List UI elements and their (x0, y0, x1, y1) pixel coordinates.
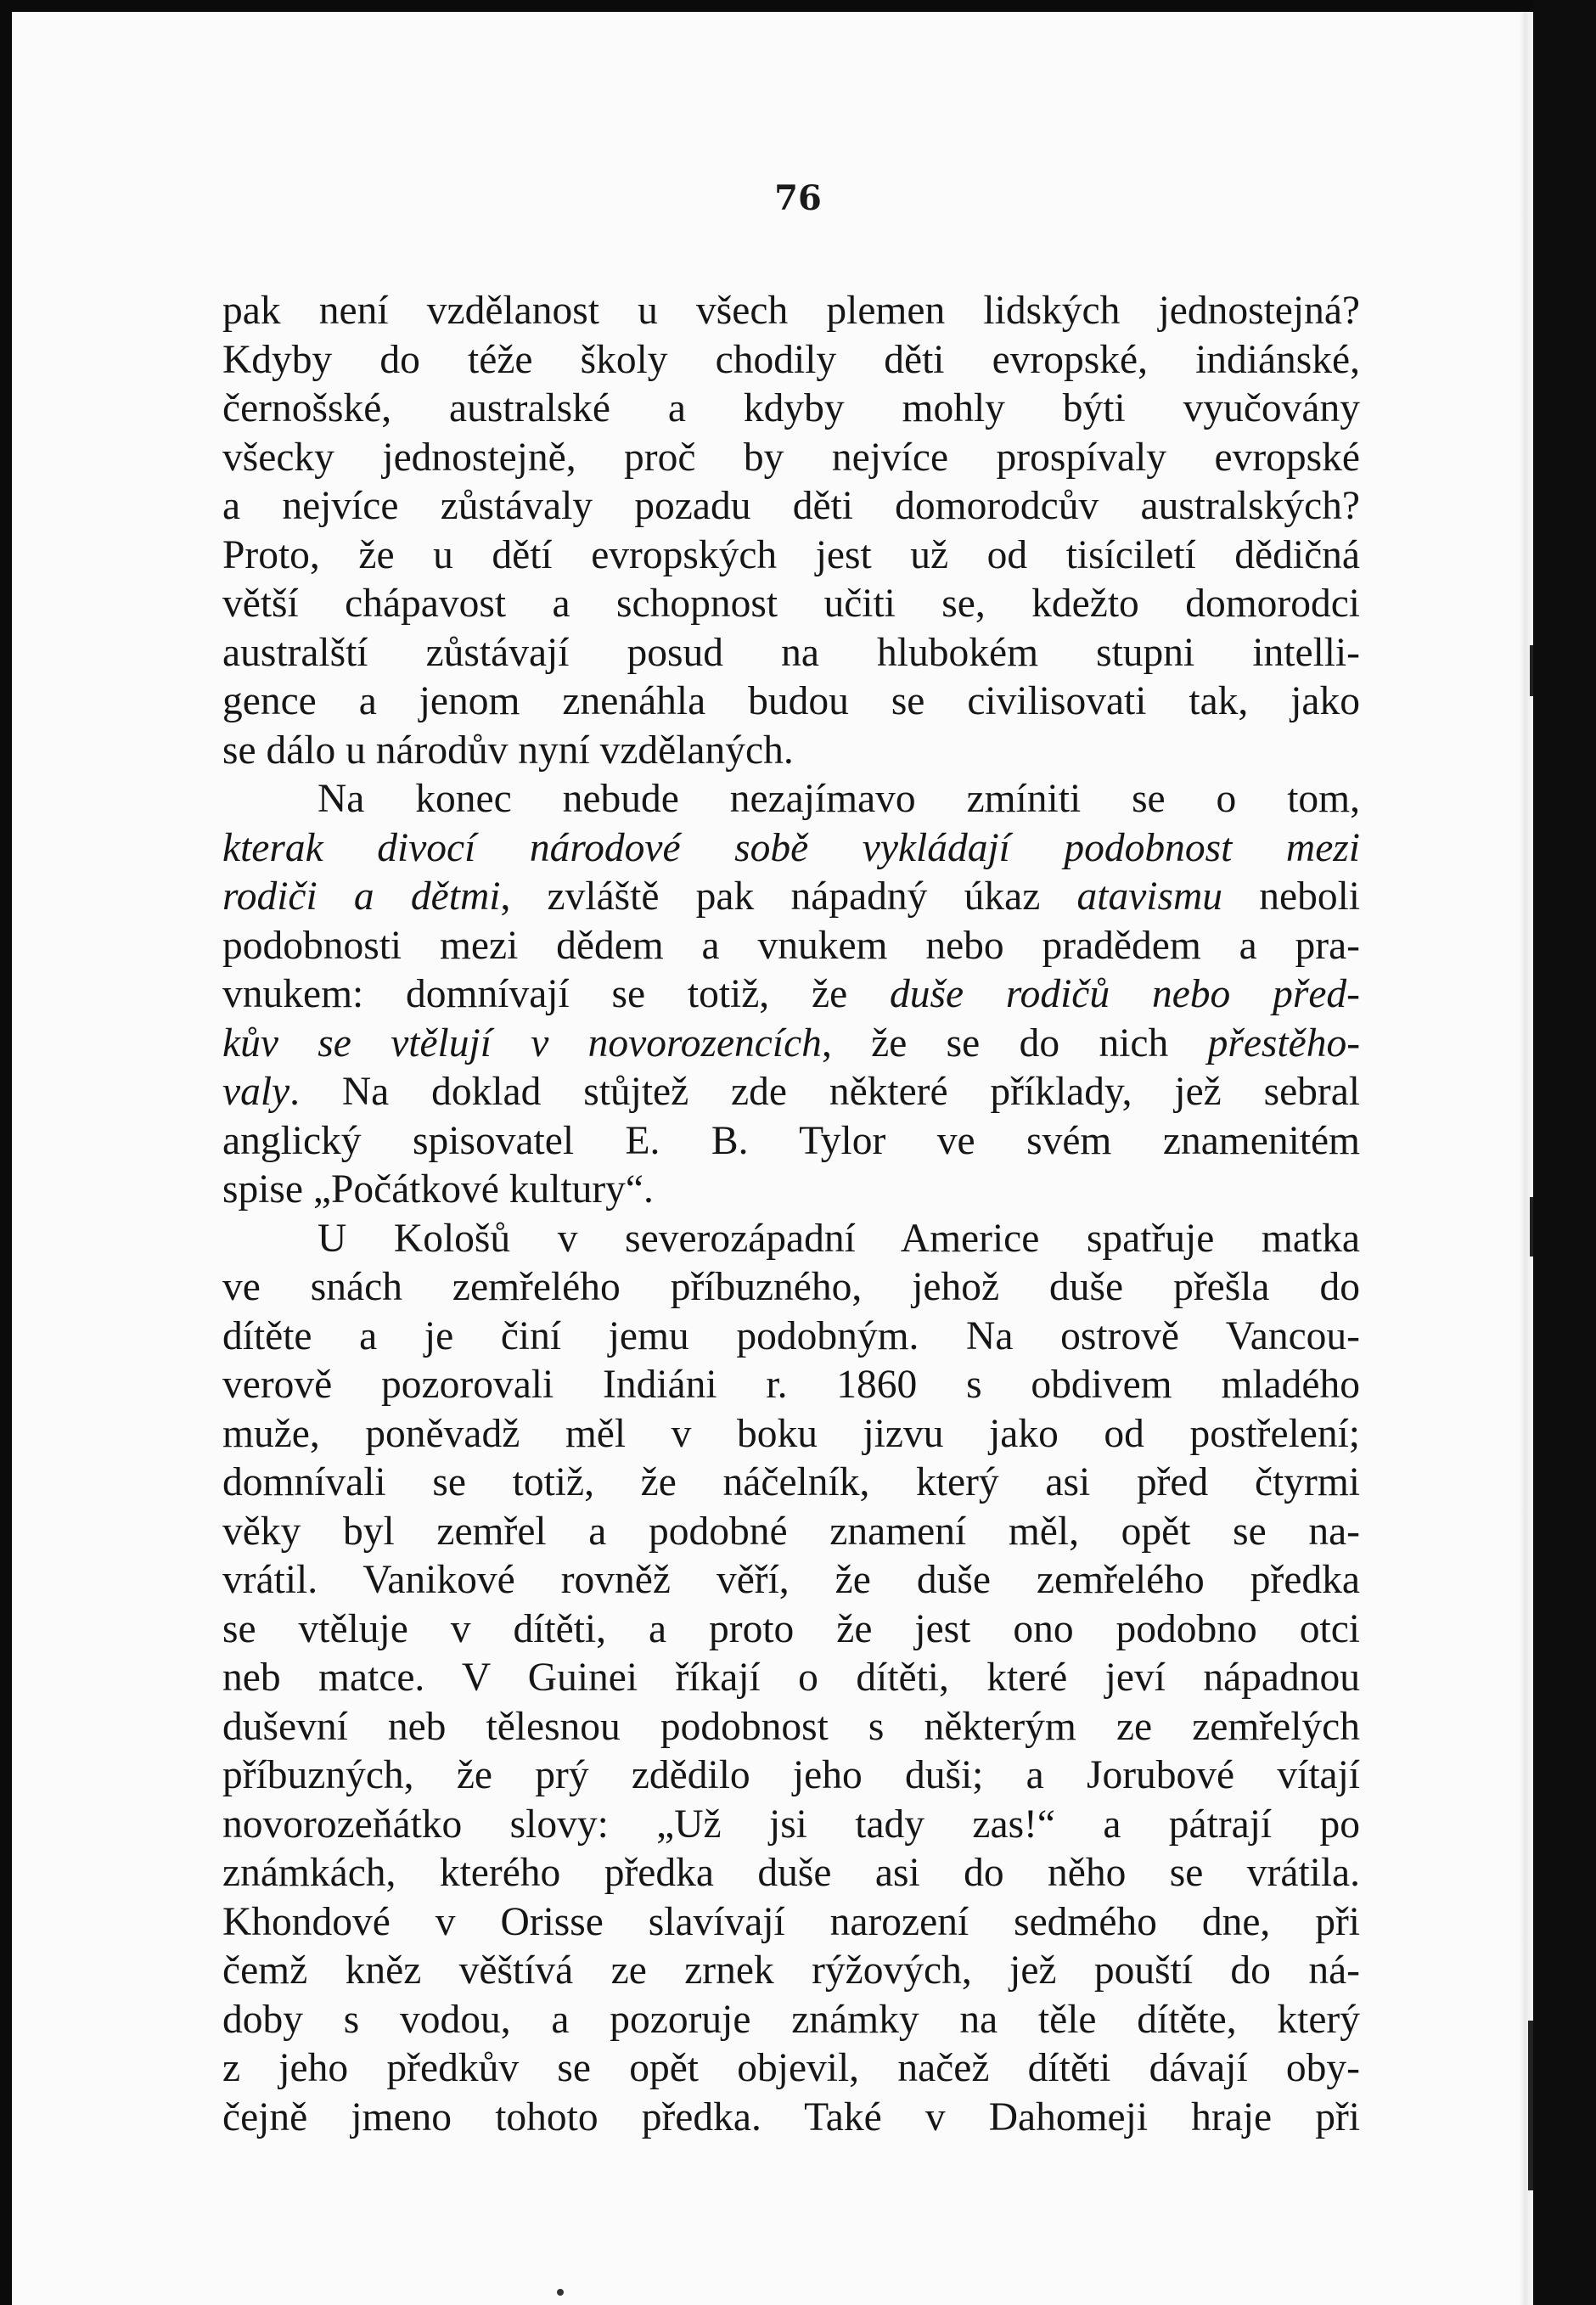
speck (557, 2289, 564, 2296)
text-segment: pak není vzdělanost u všech plemen lidských jednostejná? (222, 289, 1360, 333)
text-segment: čejně jmeno tohoto předka. Také v Dahomeji hraje při (222, 2094, 1360, 2139)
text-line (222, 1605, 1360, 1655)
text-line (222, 775, 1360, 824)
text-line (222, 1947, 1360, 1996)
italic-segment: duše rodičů nebo před- (889, 972, 1360, 1016)
text-line (222, 1215, 1360, 1264)
text-line (222, 1361, 1360, 1410)
text-line (222, 2094, 1360, 2143)
text-segment: australští zůstávají posud na hlubokém stupni intelli- (222, 630, 1360, 675)
italic-segment: atavismu (1076, 874, 1223, 919)
text-segment: domnívali se totiž, že náčelník, který asi před čtyrmi (222, 1460, 1360, 1504)
text-segment: gence a jenom znenáhla budou se civilisovati tak, jako (222, 679, 1360, 723)
text-segment: věky byl zemřel a podobné znamení měl, opět se na- (222, 1509, 1360, 1554)
text-segment: Na konec nebude nezajímavo zmíniti se o tom, (318, 777, 1360, 821)
text-segment: černošské, australské a kdyby mohly býti vyučovány (222, 386, 1360, 430)
text-segment: spise „Počátkové kultury“. (222, 1167, 654, 1212)
page-number: 76 (774, 178, 822, 218)
text-segment: vnukem: domnívají se totiž, že (222, 972, 890, 1016)
text-line (222, 1410, 1360, 1459)
italic-segment: valy (222, 1070, 290, 1114)
text-line (222, 970, 1360, 1020)
text-segment: z jeho předkův se opět objevil, načež dítěti dávají oby- (222, 2046, 1360, 2090)
text-segment: všecky jednostejně, proč by nejvíce prospívaly evropské (222, 435, 1360, 480)
text-line (222, 1751, 1360, 1801)
text-line (222, 1898, 1360, 1948)
text-segment: U Kološů v severozápadní Americe spatřuje matka (318, 1216, 1360, 1261)
text-segment: novorozeňátko slovy: „Už jsi tady zas!“ a pátrají po (222, 1802, 1360, 1847)
text-segment: příbuzných, že prý zdědilo jeho duši; a Jorubové vítají (222, 1753, 1360, 1797)
text-segment: známkách, kterého předka duše asi do něho se vrátila. (222, 1851, 1360, 1895)
text-line (222, 1556, 1360, 1605)
text-line (222, 1703, 1360, 1752)
text-line (222, 482, 1360, 531)
text-line (222, 336, 1360, 385)
text-segment: muže, poněvadž měl v boku jizvu jako od postřelení; (222, 1411, 1360, 1456)
text-segment: podobnosti mezi dědem a vnukem nebo pradědem a pra- (222, 923, 1360, 968)
text-line (222, 873, 1360, 922)
text-segment: duševní neb tělesnou podobnost s některým ze zemřelých (222, 1704, 1360, 1749)
text-line (222, 1654, 1360, 1703)
text-line (222, 824, 1360, 874)
text-line (222, 287, 1360, 336)
text-segment: ve snách zemřelého příbuzného, jehož duše přešla do (222, 1265, 1360, 1309)
text-segment: , zvláště pak nápadný úkaz (500, 874, 1077, 919)
text-line (222, 727, 1360, 776)
text-line (222, 1117, 1360, 1167)
text-line (222, 1508, 1360, 1557)
text-line (222, 1068, 1360, 1117)
text-line (222, 1459, 1360, 1508)
text-segment: se vtěluje v dítěti, a proto že jest ono podobno otci (222, 1606, 1360, 1651)
text-line (222, 1801, 1360, 1850)
text-segment: verově pozorovali Indiáni r. 1860 s obdivem mladého (222, 1363, 1360, 1407)
text-segment: se dálo u národův nyní vzdělaných. (222, 728, 794, 773)
text-line (222, 677, 1360, 727)
text-segment: . Na doklad stůjtež zde některé příklady, jež sebral (289, 1070, 1360, 1114)
text-segment: dítěte a je činí jemu podobným. Na ostrově Vancou- (222, 1313, 1360, 1358)
text-segment: neb matce. V Guinei říkají o dítěti, které jeví nápadnou (222, 1656, 1360, 1700)
text-segment: anglický spisovatel E. B. Tylor ve svém znamenitém (222, 1118, 1360, 1163)
text-segment: Khondové v Orisse slavívají narození sedmého dne, při (222, 1899, 1360, 1944)
text-segment: doby s vodou, a pozoruje známky na těle dítěte, který (222, 1997, 1360, 2042)
text-line (222, 922, 1360, 971)
text-segment: větší chápavost a schopnost učiti se, kdežto domorodci (222, 582, 1360, 626)
text-line (222, 1020, 1360, 1069)
text-segment: , že se do nich (821, 1020, 1208, 1065)
text-line (222, 434, 1360, 483)
text-line (222, 2044, 1360, 2094)
text-line (222, 629, 1360, 678)
text-segment: a nejvíce zůstávaly pozadu děti domorodcův australských? (222, 484, 1360, 528)
text-segment: neboli (1222, 874, 1361, 919)
italic-segment: rodiči a dětmi (222, 874, 501, 919)
text-line (222, 385, 1360, 434)
text-segment: čemž kněz věštívá ze zrnek rýžových, jež pouští do ná- (222, 1948, 1360, 1993)
text-line (222, 1849, 1360, 1898)
text-line (222, 1996, 1360, 2045)
text-line (222, 1166, 1360, 1215)
text-line (222, 531, 1360, 581)
italic-segment: přestěho- (1207, 1020, 1361, 1065)
italic-segment: kův se vtělují v novorozencích (222, 1020, 822, 1065)
body-text (222, 287, 1360, 2142)
italic-segment: kterak divocí národové sobě vykládají podobnost mezi (222, 825, 1360, 870)
scan-left-border (0, 0, 12, 2305)
scan-top-border (0, 0, 1596, 12)
page-gutter-edge (1520, 12, 1533, 2305)
text-line (222, 1313, 1360, 1362)
text-segment: vrátil. Vanikové rovněž věří, že duše zemřelého předka (222, 1558, 1360, 1602)
text-segment: Proto, že u dětí evropských jest už od tisíciletí dědičná (222, 532, 1360, 577)
text-line (222, 580, 1360, 629)
scan-right-border (1533, 0, 1596, 2305)
text-line (222, 1263, 1360, 1313)
text-segment: Kdyby do téže školy chodily děti evropské, indiánské, (222, 337, 1360, 382)
